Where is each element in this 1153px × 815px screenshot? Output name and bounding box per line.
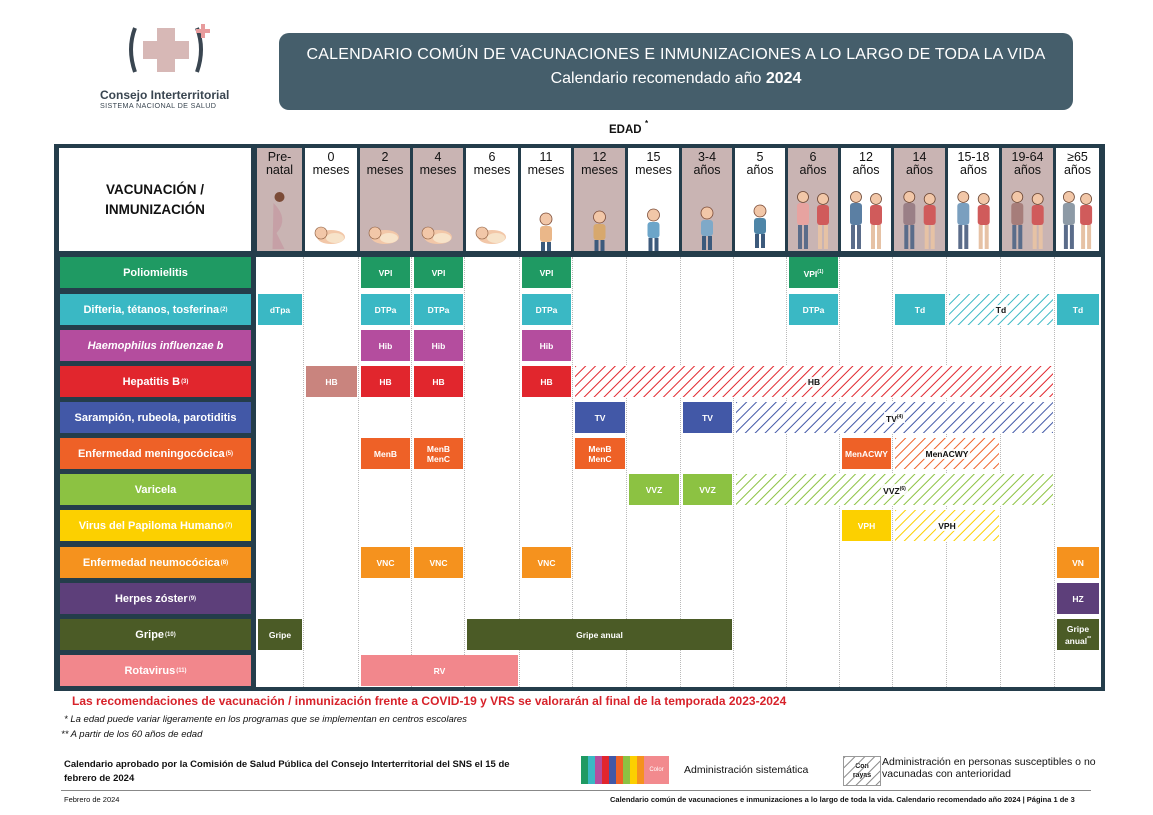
dose-bar bbox=[414, 438, 463, 469]
dose-bar bbox=[361, 330, 410, 361]
age-column-header bbox=[1056, 148, 1099, 251]
subtitle-year: 2024 bbox=[765, 70, 802, 87]
row-header-label bbox=[59, 148, 251, 251]
age-axis-footnote-mark: * bbox=[645, 119, 649, 128]
dose-label: VNC bbox=[537, 557, 556, 568]
dose-bar bbox=[414, 547, 463, 578]
vaccine-label bbox=[60, 547, 251, 578]
grid-line bbox=[786, 257, 787, 687]
vaccine-label bbox=[60, 655, 251, 686]
logo-title: Consejo Interterritorial bbox=[100, 88, 230, 102]
dose-label: DTPa bbox=[374, 304, 397, 315]
dose-label: Hib bbox=[431, 340, 446, 351]
dose-label: MenB bbox=[373, 448, 398, 459]
age-figure-icon bbox=[574, 181, 625, 251]
dose-label: Hib bbox=[539, 340, 554, 351]
dose-bar bbox=[522, 547, 571, 578]
age-label: 19-64 años bbox=[1011, 150, 1044, 177]
age-figure-icon bbox=[628, 181, 679, 251]
dose-bar bbox=[683, 474, 732, 505]
age-label: 4 meses bbox=[419, 150, 457, 177]
dose-label: HB bbox=[807, 376, 821, 387]
vaccine-label bbox=[60, 583, 251, 614]
age-label: 15 meses bbox=[635, 150, 672, 177]
vaccine-name: Rotavirus bbox=[124, 664, 176, 677]
legend-color-stripe bbox=[588, 756, 595, 784]
legend-color-swatch bbox=[581, 756, 669, 784]
age-label: Pre- natal bbox=[265, 150, 294, 177]
age-figure-icon bbox=[1056, 181, 1099, 251]
dose-bar bbox=[414, 257, 463, 288]
age-label: 0 meses bbox=[312, 150, 350, 177]
vaccine-label bbox=[60, 330, 251, 361]
dose-label: DTPa bbox=[535, 304, 558, 315]
vaccine-name: Sarampión, rubeola, parotiditis bbox=[74, 411, 237, 424]
dose-bar bbox=[361, 655, 518, 686]
dose-label: TV bbox=[702, 412, 713, 423]
dose-label: TV$^{(4)}$ bbox=[886, 413, 903, 424]
footnote-ref: (6) bbox=[899, 485, 906, 492]
footnote-ref: (11) bbox=[176, 667, 187, 674]
legend-susceptible: Administración en personas susceptibles o no vacunadas con anterioridad bbox=[882, 756, 1096, 780]
dose-label: RV bbox=[433, 665, 446, 676]
dose-label: VPI bbox=[539, 267, 554, 278]
dose-label: VVZ bbox=[645, 484, 663, 495]
vaccine-name: Hepatitis B bbox=[122, 375, 181, 388]
dose-label: VPI bbox=[378, 267, 393, 278]
footnote-ref: (1) bbox=[817, 268, 824, 275]
subtitle-prefix: Calendario recomendado año bbox=[550, 70, 766, 87]
age-column-header bbox=[257, 148, 302, 251]
grid-line bbox=[358, 257, 359, 687]
grid-line bbox=[411, 257, 412, 687]
dose-bar-catchup bbox=[949, 294, 1053, 325]
dose-bar bbox=[1057, 583, 1099, 614]
dose-label: VNC bbox=[429, 557, 448, 568]
approval-note: Calendario aprobado por la Comisión de Salud Pública del Consejo Interterritorial del SNS el 15 de febrero de 2024 bbox=[64, 759, 510, 784]
vaccine-name: Haemophilus influenzae b bbox=[87, 339, 224, 352]
footnote-60: ** A partir de los 60 años de edad bbox=[61, 729, 203, 740]
dose-bar bbox=[789, 294, 838, 325]
age-label: 12 meses bbox=[581, 150, 618, 177]
vaccine-name: Enfermedad neumocócica bbox=[82, 556, 220, 569]
age-figure-icon bbox=[257, 181, 302, 251]
legend-systematic: Administración sistemática bbox=[684, 764, 809, 776]
age-axis-label: EDAD bbox=[609, 124, 642, 136]
dose-label: DTPa bbox=[802, 304, 825, 315]
legend-color-stripe bbox=[630, 756, 637, 784]
age-figure-icon bbox=[466, 181, 518, 251]
dose-bar bbox=[306, 366, 357, 397]
dose-label: VPI$^{(1)}$ bbox=[803, 268, 824, 279]
dose-bar bbox=[575, 438, 625, 469]
age-column-header bbox=[841, 148, 891, 251]
row-header-text: VACUNACIÓN / INMUNIZACIÓN bbox=[105, 181, 205, 217]
logo-subtitle: SISTEMA NACIONAL DE SALUD bbox=[100, 101, 217, 110]
vaccine-label bbox=[60, 510, 251, 541]
vaccine-name: Varicela bbox=[134, 483, 177, 496]
age-column-header bbox=[628, 148, 679, 251]
dose-bar bbox=[522, 294, 571, 325]
dose-label: Hib bbox=[378, 340, 393, 351]
age-figure-icon bbox=[1002, 181, 1053, 251]
footnote-ref: (5) bbox=[225, 450, 234, 457]
legend-hatch-swatch bbox=[843, 756, 881, 786]
grid-line bbox=[464, 257, 465, 687]
age-column-header bbox=[466, 148, 518, 251]
dose-label: Td bbox=[995, 304, 1007, 315]
dose-bar bbox=[683, 402, 732, 433]
dose-label: Td bbox=[1072, 304, 1084, 315]
dose-label: DTPa bbox=[427, 304, 450, 315]
page-subtitle bbox=[279, 70, 1073, 88]
grid-line bbox=[946, 257, 947, 687]
grid-line bbox=[303, 257, 304, 687]
dose-bar bbox=[361, 366, 410, 397]
age-column-header bbox=[521, 148, 571, 251]
age-label: ≥65 años bbox=[1063, 150, 1092, 177]
age-column-header bbox=[1002, 148, 1053, 251]
age-figure-icon bbox=[948, 181, 999, 251]
dose-bar-catchup bbox=[575, 366, 1053, 397]
legend-color-stripe bbox=[623, 756, 630, 784]
dose-bar bbox=[522, 366, 571, 397]
dose-bar bbox=[361, 294, 410, 325]
dose-bar bbox=[258, 294, 302, 325]
grid-line bbox=[892, 257, 893, 687]
dose-label: Gripe anual bbox=[576, 629, 623, 640]
dose-bar bbox=[842, 438, 891, 469]
dose-label: MenACWY bbox=[845, 448, 888, 459]
dose-label: HZ bbox=[1072, 593, 1084, 604]
dose-bar-catchup bbox=[736, 402, 1053, 433]
age-label: 12 años bbox=[852, 150, 880, 177]
footnote-ref: (3) bbox=[181, 378, 189, 385]
vaccine-label bbox=[60, 474, 251, 505]
vaccine-label bbox=[60, 257, 251, 288]
footnote-ref: (10) bbox=[165, 631, 176, 638]
vaccine-name: Herpes zóster bbox=[114, 592, 188, 605]
age-figure-icon bbox=[894, 181, 945, 251]
age-label: 3-4 años bbox=[693, 150, 721, 177]
footer-divider bbox=[61, 790, 1091, 791]
page-title: CALENDARIO COMÚN DE VACUNACIONES E INMUNIZACIONES A LO LARGO DE TODA LA VIDA bbox=[306, 46, 1046, 63]
dose-label: VN bbox=[1072, 557, 1084, 568]
footnote-ref: (2) bbox=[220, 306, 228, 313]
grid-line bbox=[839, 257, 840, 687]
grid-line bbox=[1054, 257, 1055, 687]
footnote-ref: (7) bbox=[224, 522, 233, 529]
vaccine-name: Virus del Papiloma Humano bbox=[78, 519, 224, 532]
dose-label: HB bbox=[379, 376, 392, 387]
vaccine-name: Gripe bbox=[135, 628, 165, 641]
dose-label: TV bbox=[594, 412, 606, 423]
age-figure-icon bbox=[788, 181, 838, 251]
age-column-header bbox=[413, 148, 463, 251]
legend-color-stripe bbox=[602, 756, 609, 784]
grid-line bbox=[733, 257, 734, 687]
age-column-header bbox=[682, 148, 732, 251]
dose-label: VVZ bbox=[699, 484, 716, 495]
dose-label: HB bbox=[540, 376, 553, 387]
dose-bar bbox=[522, 330, 571, 361]
dose-bar bbox=[467, 619, 732, 650]
age-label: 15-18 años bbox=[957, 150, 990, 177]
vaccine-label bbox=[60, 438, 251, 469]
age-figure-icon bbox=[305, 181, 357, 251]
dose-label: MenACWY bbox=[925, 448, 969, 459]
dose-bar bbox=[842, 510, 891, 541]
vaccine-label bbox=[60, 366, 251, 397]
age-label: 11 meses bbox=[527, 150, 565, 177]
vaccine-name: Difteria, tétanos, tosferina bbox=[83, 303, 220, 316]
vaccine-label bbox=[60, 402, 251, 433]
dose-label: HB bbox=[325, 376, 338, 387]
dose-bar bbox=[895, 294, 945, 325]
dose-label: Gripe bbox=[268, 629, 292, 640]
dose-bar bbox=[789, 257, 838, 288]
age-figure-icon bbox=[682, 181, 732, 251]
dose-bar bbox=[414, 330, 463, 361]
age-column-header bbox=[360, 148, 410, 251]
age-column-header bbox=[574, 148, 625, 251]
footnote-ref: (9) bbox=[188, 595, 197, 602]
vaccine-label bbox=[60, 619, 251, 650]
age-column-header bbox=[305, 148, 357, 251]
dose-bar bbox=[414, 366, 463, 397]
dose-bar bbox=[361, 547, 410, 578]
dose-bar bbox=[1057, 619, 1099, 650]
dose-bar bbox=[1057, 294, 1099, 325]
dose-label: dTpa bbox=[269, 304, 291, 315]
dose-bar bbox=[361, 257, 410, 288]
legend-color-stripe bbox=[581, 756, 588, 784]
dose-label: MenB MenC bbox=[426, 443, 451, 464]
dose-label: MenB MenC bbox=[588, 443, 612, 464]
dose-bar bbox=[1057, 547, 1099, 578]
age-label: 6 meses bbox=[473, 150, 511, 177]
dose-bar-catchup bbox=[736, 474, 1053, 505]
dose-bar bbox=[258, 619, 302, 650]
dose-bar bbox=[361, 438, 410, 469]
dose-label: VPH bbox=[938, 520, 956, 531]
dose-label: Td bbox=[914, 304, 926, 315]
age-column-header bbox=[894, 148, 945, 251]
age-column-header bbox=[788, 148, 838, 251]
age-label: 14 años bbox=[905, 150, 934, 177]
age-column-header bbox=[948, 148, 999, 251]
dose-label: VVZ$^{(6)}$ bbox=[883, 485, 906, 496]
dose-label: HB bbox=[432, 376, 445, 387]
age-label: 2 meses bbox=[366, 150, 404, 177]
age-figure-icon bbox=[413, 181, 463, 251]
dose-label: VPH bbox=[857, 520, 876, 531]
dose-label: Gripe anual** bbox=[1064, 623, 1092, 646]
footnote-ref: (4) bbox=[896, 413, 903, 420]
vaccine-name: Poliomielitis bbox=[123, 266, 188, 279]
age-figure-icon bbox=[521, 181, 571, 251]
age-figure-icon bbox=[360, 181, 410, 251]
dose-bar bbox=[414, 294, 463, 325]
age-label: 5 años bbox=[746, 150, 774, 177]
footer-date: Febrero de 2024 bbox=[64, 795, 120, 804]
vaccine-label bbox=[60, 294, 251, 325]
covid-note: Las recomendaciones de vacunación / inmunización frente a COVID-19 y VRS se valorarán al final de la temporada 2023-2024 bbox=[72, 694, 787, 708]
legend-color-stripe bbox=[595, 756, 602, 784]
age-figure-icon bbox=[841, 181, 891, 251]
dose-bar bbox=[629, 474, 679, 505]
title-banner bbox=[279, 33, 1073, 110]
footnote-age: * La edad puede variar ligeramente en los programas que se implementan en centros escolares bbox=[64, 714, 467, 725]
dose-bar-catchup bbox=[895, 438, 999, 469]
dose-label: VPI bbox=[431, 267, 446, 278]
footer-page: Calendario común de vacunaciones e inmunizaciones a lo largo de toda la vida. Calendario recomendado año 2024 | Página 1 de 3 bbox=[610, 795, 1075, 804]
dose-bar bbox=[575, 402, 625, 433]
footnote-ref: ** bbox=[1087, 635, 1092, 642]
dose-label: VNC bbox=[376, 557, 395, 568]
legend-color-stripe bbox=[637, 756, 644, 784]
vaccine-name: Enfermedad meningocócica bbox=[77, 447, 225, 460]
legend-color-stripe bbox=[609, 756, 616, 784]
age-column-header bbox=[735, 148, 785, 251]
logo-icon bbox=[125, 22, 215, 82]
age-figure-icon bbox=[735, 181, 785, 251]
legend-color-stripe bbox=[616, 756, 623, 784]
age-label: 6 años bbox=[799, 150, 827, 177]
dose-bar-catchup bbox=[895, 510, 999, 541]
legend-color-label: Color bbox=[644, 756, 669, 784]
footnote-ref: (8) bbox=[220, 559, 229, 566]
dose-bar bbox=[522, 257, 571, 288]
